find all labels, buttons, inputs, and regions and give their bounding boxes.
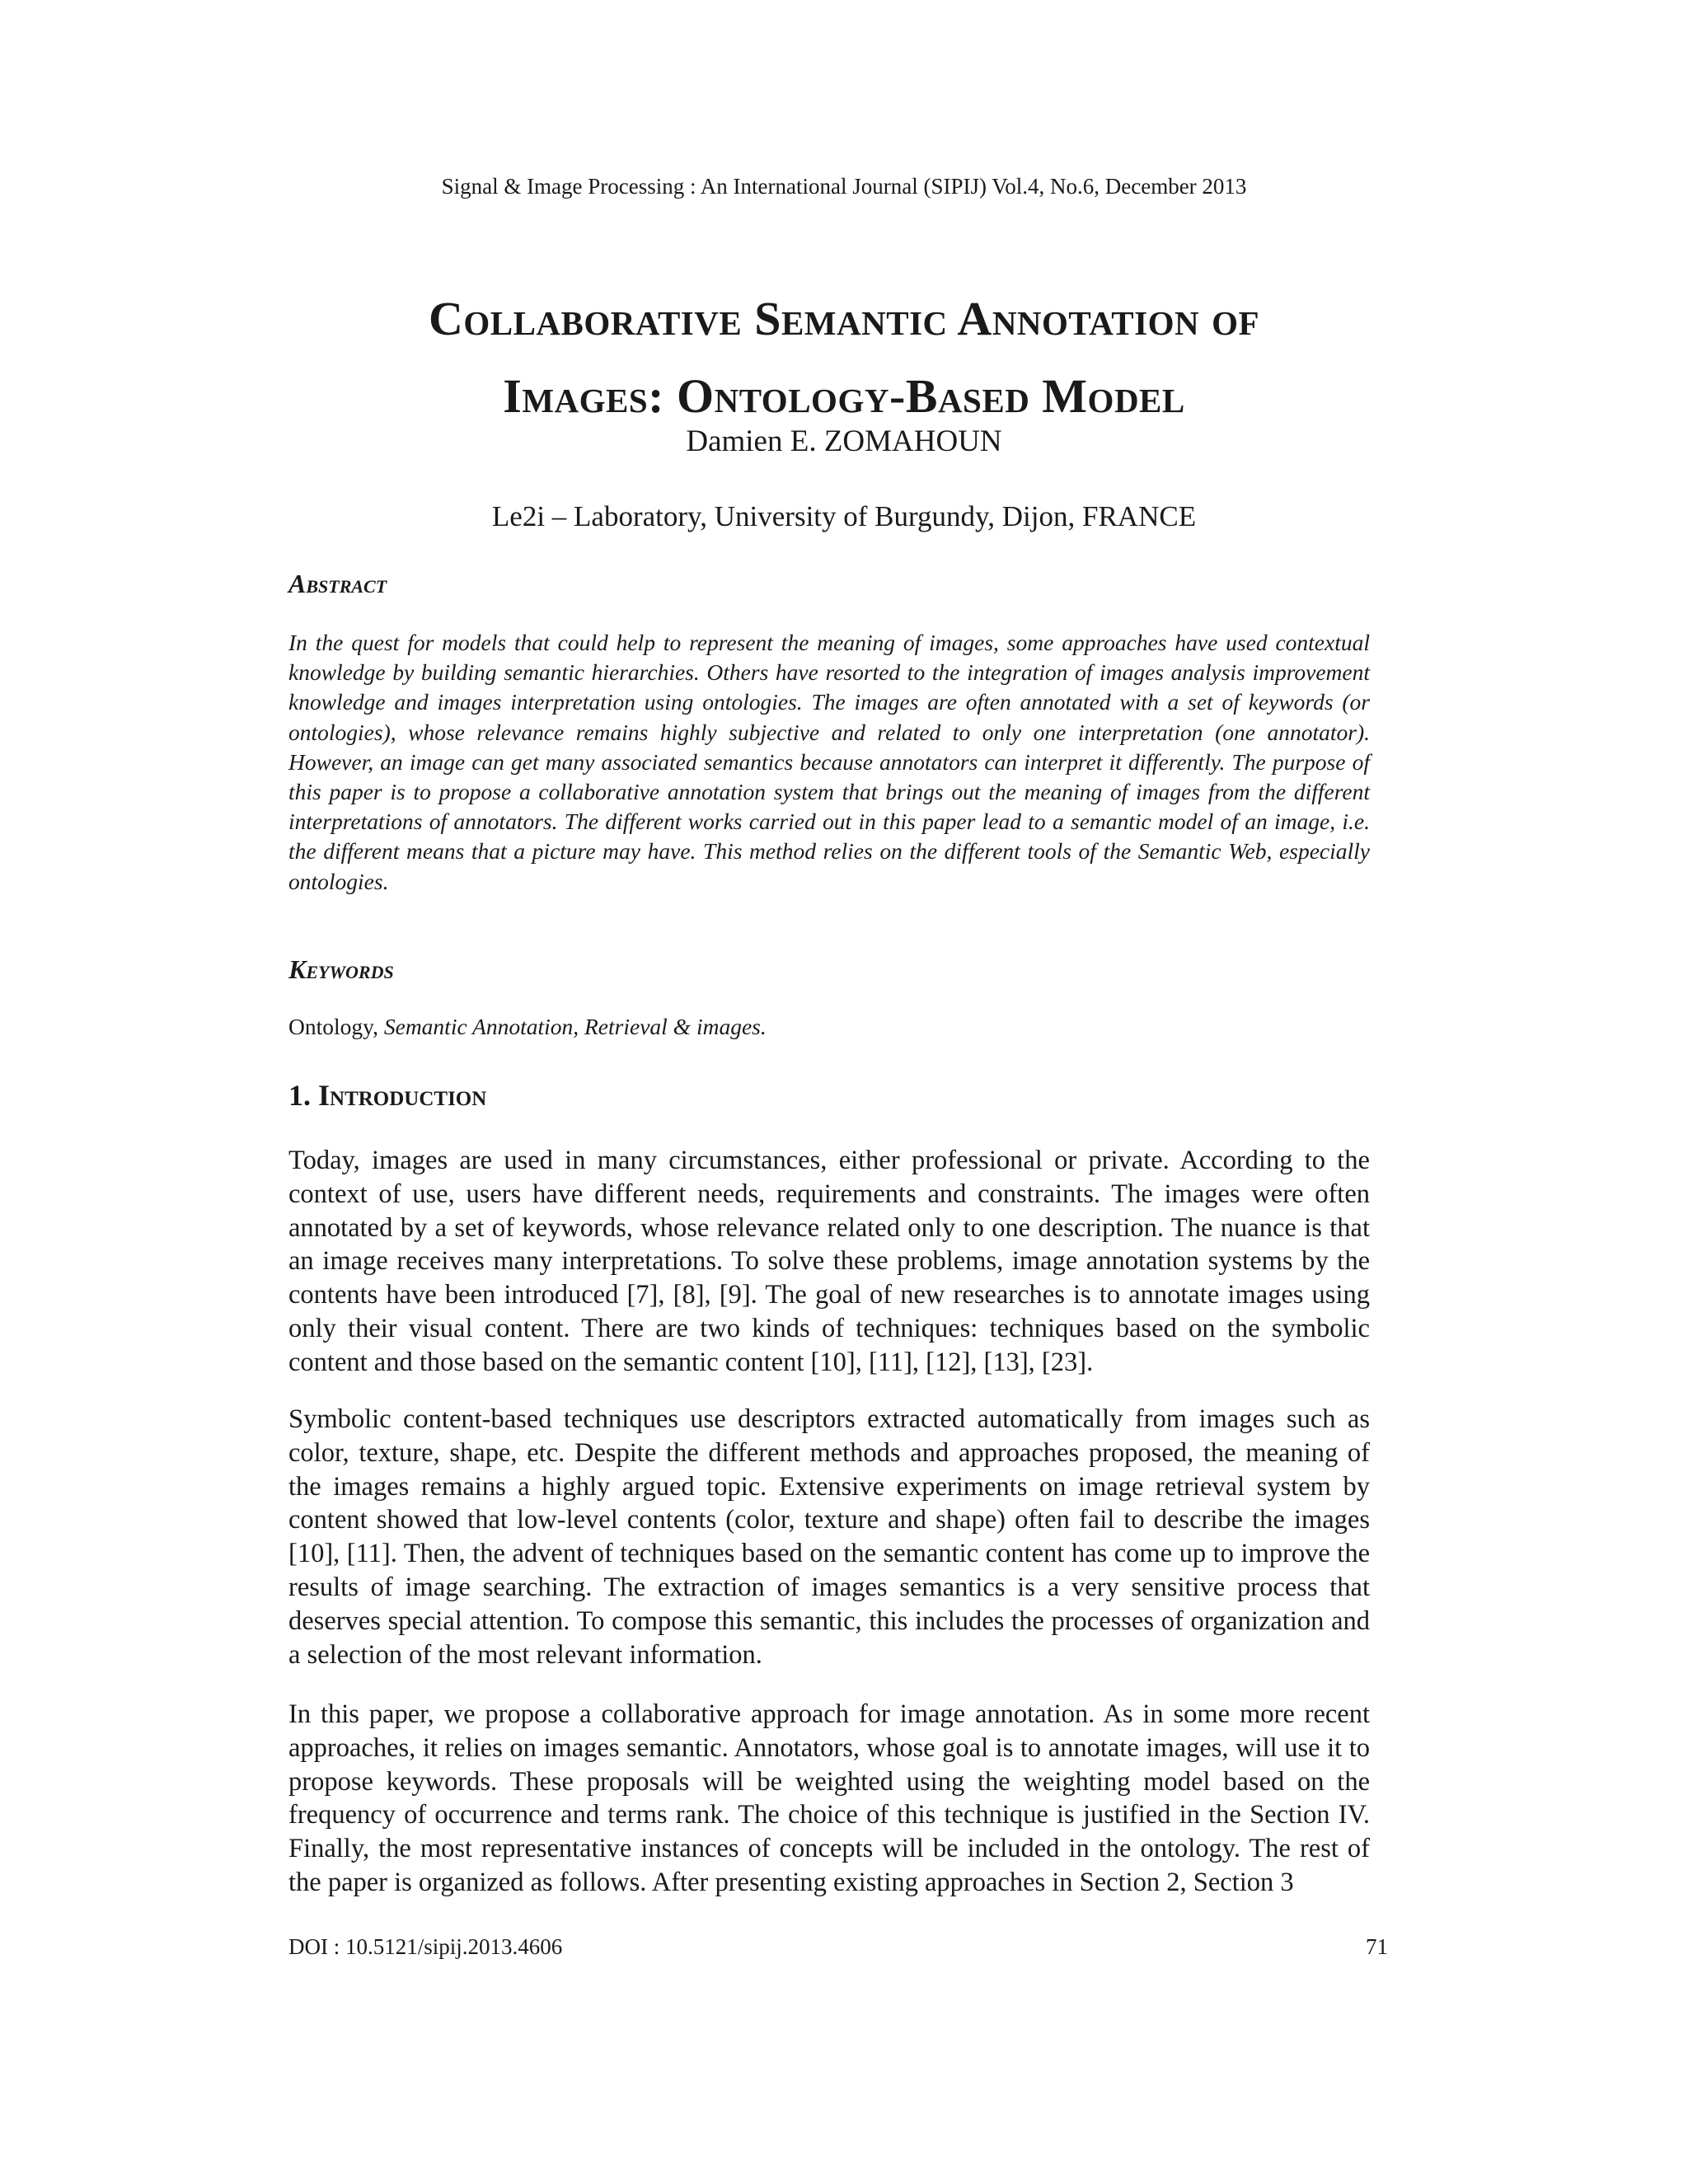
intro-paragraph-2: Symbolic content-based techniques use descriptors extracted automatically from images such as color, texture, shape, etc. Despite the different methods and approaches proposed, the meaning of the images remains a highly argued topic. Extensive experiments on image retrieval system by content showed that low-level contents (color, texture and shape) often fail to describe the images [10], [11]. Then, the advent of techniques based on the semantic content has come up to improve the results of image searching. The extraction of images semantics is a very sensitive process that deserves special attention. To compose this semantic, this includes the processes of organization and a selection of the most relevant information. <box>288 1404 1370 1670</box>
keywords-rest: Semantic Annotation, Retrieval & images. <box>383 1014 767 1039</box>
keywords-list <box>288 1012 1370 1042</box>
keywords-heading: Keywords <box>288 954 394 984</box>
page-number: 71 <box>1366 1934 1388 1959</box>
paper-title-line-2: Images: Ontology-Based Model <box>503 369 1185 423</box>
paper-title-line-1: Collaborative Semantic Annotation of <box>428 292 1260 345</box>
keyword-ontology: Ontology, <box>288 1014 384 1039</box>
introduction-heading: 1. Introduction <box>288 1079 487 1112</box>
abstract-heading: Abstract <box>288 569 387 598</box>
footer-doi: DOI : 10.5121/sipij.2013.4606 <box>288 1934 563 1959</box>
abstract-text: In the quest for models that could help to represent the meaning of images, some approaches have used contextual knowledge by building semantic hierarchies. Others have resorted to the integration of images analysis improvement knowledge and images interpretation using ontologies. The images are often annotated with a set of keywords (or ontologies), whose relevance remains highly subjective and related to only one interpretation (one annotator). However, an image can get many associated semantics because annotators can interpret it differently. The purpose of this paper is to propose a collaborative annotation system that brings out the meaning of images from the different interpretations of annotators. The different works carried out in this paper lead to a semantic model of an image, i.e. the different means that a picture may have. This method relies on the different tools of the Semantic Web, especially ontologies. <box>288 630 1370 894</box>
running-header: Signal & Image Processing : An International Journal (SIPIJ) Vol.4, No.6, December 2013 <box>441 174 1247 199</box>
author-affiliation: Le2i – Laboratory, University of Burgundy, Dijon, FRANCE <box>491 500 1197 532</box>
author-name: Damien E. ZOMAHOUN <box>686 424 1002 458</box>
intro-paragraph-1: Today, images are used in many circumstances, either professional or private. According to the context of use, users have different needs, requirements and constraints. The images were often annotated by a set of keywords, whose relevance related only to one description. The nuance is that an image receives many interpretations. To solve these problems, image annotation systems by the contents have been introduced [7], [8], [9]. The goal of new researches is to annotate images using only their visual content. There are two kinds of techniques: techniques based on the symbolic content and those based on the semantic content [10], [11], [12], [13], [23]. <box>288 1146 1370 1377</box>
intro-paragraph-3: In this paper, we propose a collaborative approach for image annotation. As in some more recent approaches, it relies on images semantic. Annotators, whose goal is to annotate images, will use it to propose keywords. These proposals will be weighted using the weighting model based on the frequency of occurrence and terms rank. The choice of this technique is justified in the Section IV. Finally, the most representative instances of concepts will be included in the ontology. The rest of the paper is organized as follows. After presenting existing approaches in Section 2, Section 3 <box>288 1699 1370 1897</box>
paper-title <box>165 280 1523 435</box>
